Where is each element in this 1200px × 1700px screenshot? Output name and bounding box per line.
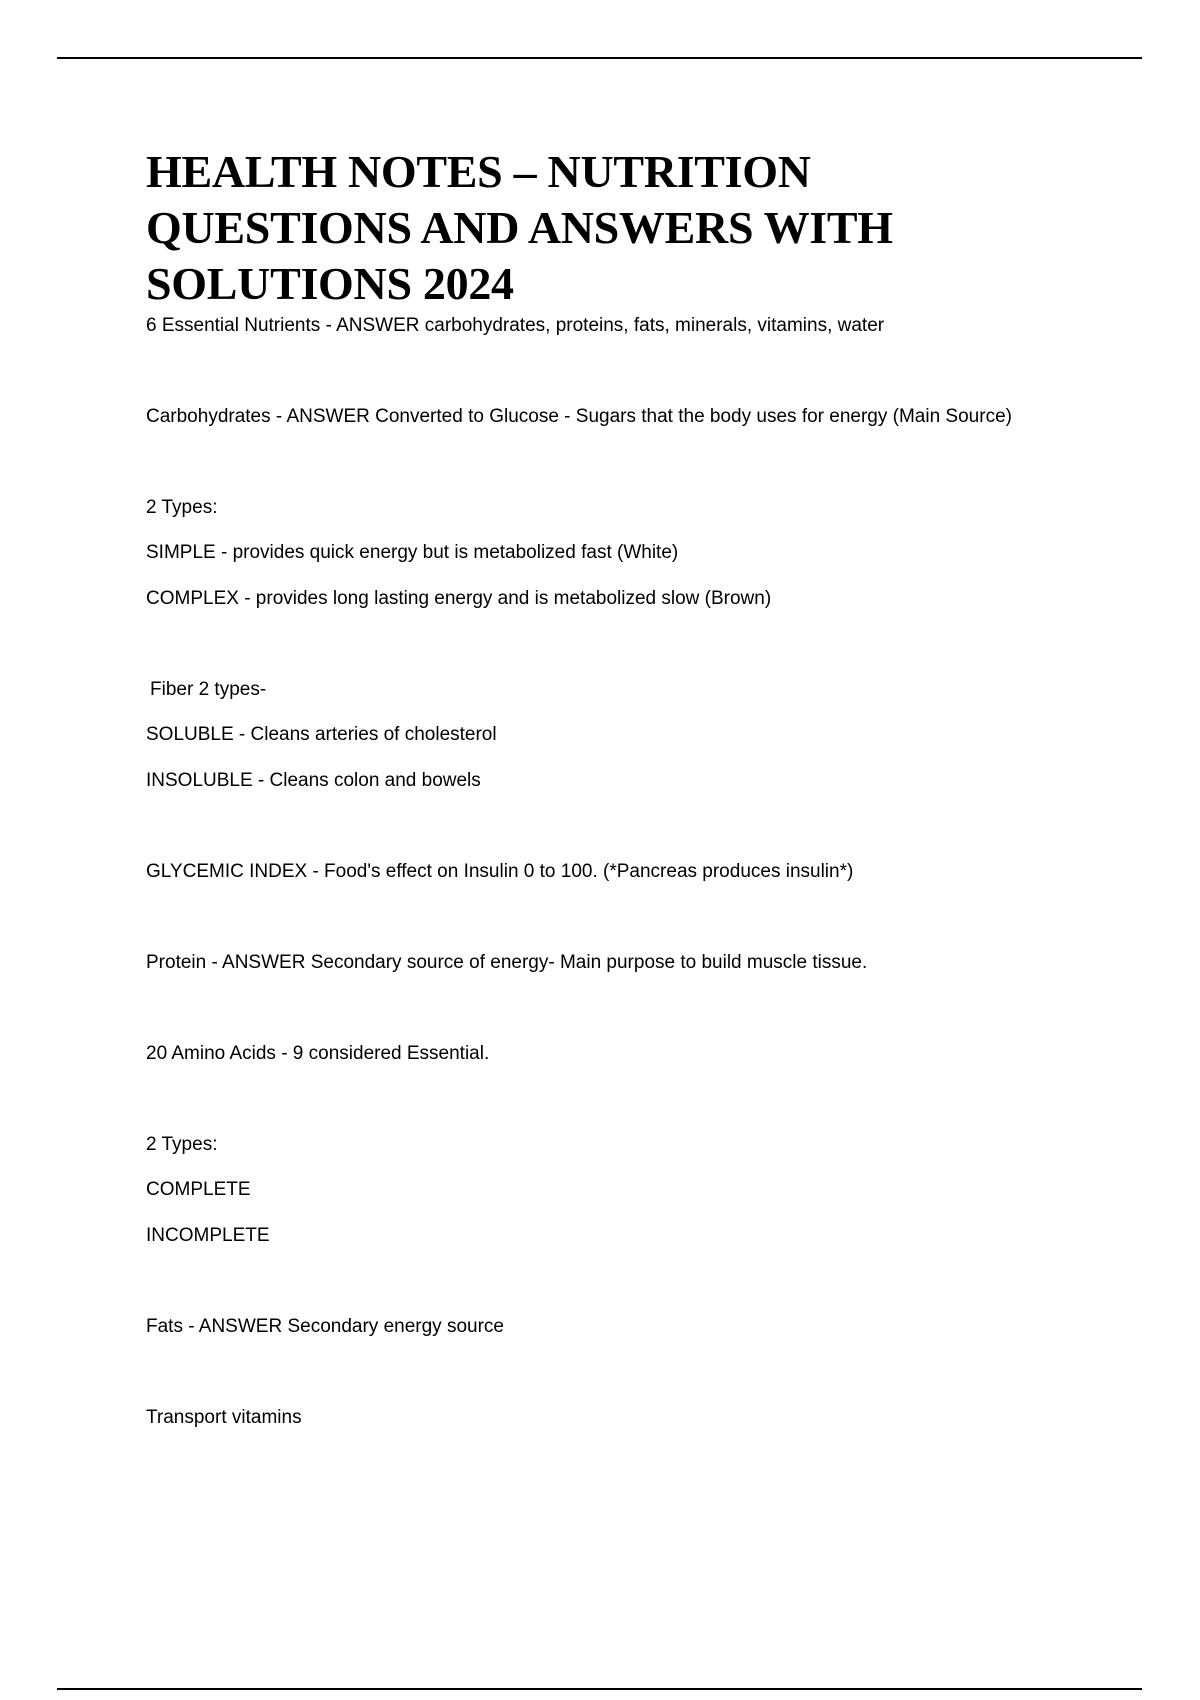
protein-line: Protein - ANSWER Secondary source of energy- Main purpose to build muscle tissue. [146,952,868,973]
title-line-2: QUESTIONS AND ANSWERS WITH [146,202,893,253]
fats-line: Fats - ANSWER Secondary energy source [146,1316,504,1337]
title-line-3: SOLUTIONS 2024 [146,258,514,309]
protein-types-heading: 2 Types: [146,1134,218,1155]
transport-vitamins-line: Transport vitamins [146,1407,302,1428]
amino-acids-line: 20 Amino Acids - 9 considered Essential. [146,1043,490,1064]
simple-carbs-line: SIMPLE - provides quick energy but is metabolized fast (White) [146,542,679,563]
essential-nutrients-line: 6 Essential Nutrients - ANSWER carbohydrates, proteins, fats, minerals, vitamins, water [146,315,885,336]
incomplete-protein-line: INCOMPLETE [146,1225,270,1246]
fiber-types-heading: Fiber 2 types- [150,679,267,700]
glycemic-index-line: GLYCEMIC INDEX - Food's effect on Insulin 0 to 100. (*Pancreas produces insulin*) [146,861,854,882]
complex-carbs-line: COMPLEX - provides long lasting energy and is metabolized slow (Brown) [146,588,772,609]
complete-protein-line: COMPLETE [146,1179,251,1200]
title-line-1: HEALTH NOTES – NUTRITION [146,146,811,197]
document-title [146,144,1146,312]
soluble-fiber-line: SOLUBLE - Cleans arteries of cholesterol [146,724,497,745]
bottom-divider [57,1688,1142,1690]
insoluble-fiber-line: INSOLUBLE - Cleans colon and bowels [146,770,481,791]
carbohydrates-line: Carbohydrates - ANSWER Converted to Glucose - Sugars that the body uses for energy (Main Source) [146,406,1012,427]
carb-types-heading: 2 Types: [146,497,218,518]
top-divider [57,57,1142,59]
